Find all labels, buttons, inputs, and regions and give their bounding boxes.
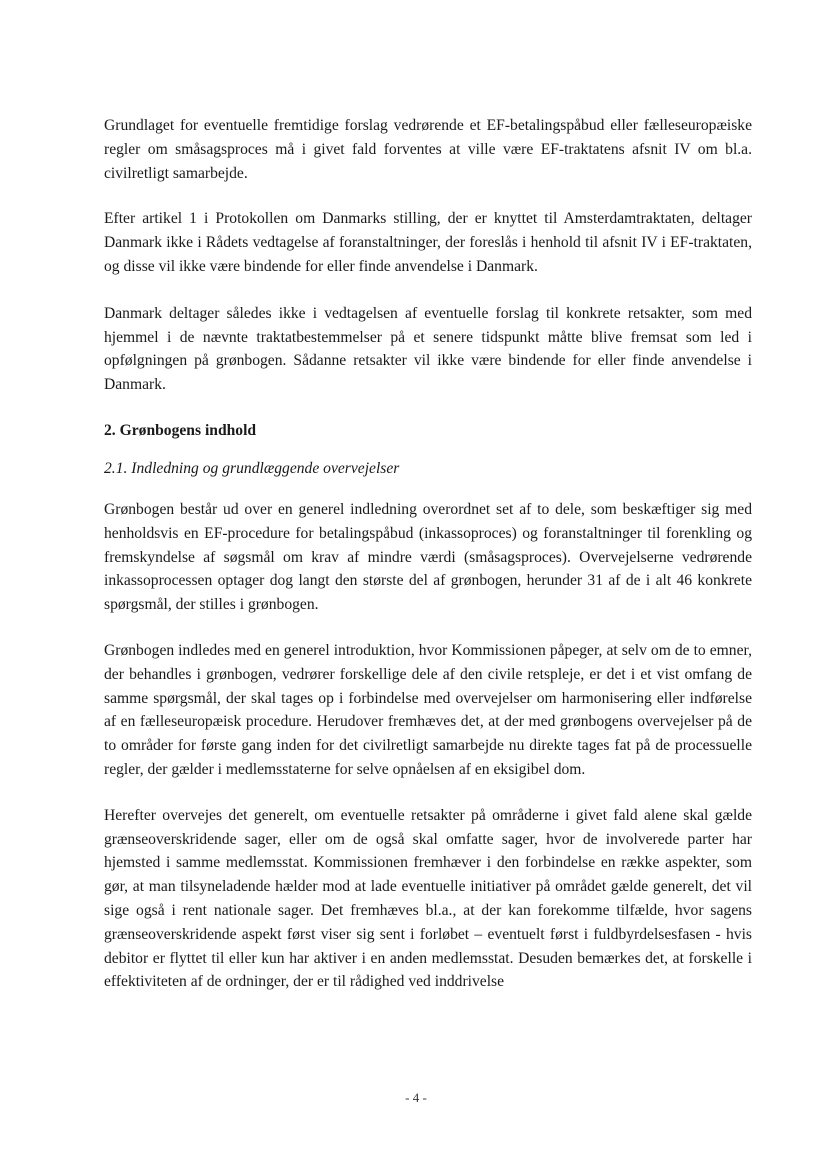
paragraph-denmark-participation: Danmark deltager således ikke i vedtagelsen af eventuelle forslag til konkrete retsakter, som med hjemmel i de nævnte traktatbestemmelser på et senere tidspunkt måtte blive fremsat som led i opfølgningen på grønbogen. Sådanne retsakter vil ikke være bindende for eller finde anvendelse i Danmark. [104, 304, 752, 394]
page-body [104, 114, 752, 994]
subsection-heading: 2.1. Indledning og grundlæggende overvejelser [104, 459, 400, 477]
paragraph-greenbook-structure: Grønbogen består ud over en generel indledning overordnet set af to dele, som beskæftiger sig med henholdsvis en EF-procedure for betalingspåbud (inkassoproces) og foranstaltninger til forenkling og fremskyndelse af søgsmål om krav af mindre værdi (småsagsproces). Overvejelserne vedrørende inkassoprocessen optager dog langt den største del af grønbogen, herunder 31 af de i alt 46 konkrete spørgsmål, der stilles i grønbogen. [104, 500, 752, 614]
paragraph-legal-basis: Grundlaget for eventuelle fremtidige forslag vedrørende et EF-betalingspåbud eller fælleseuropæiske regler om småsagsproces må i givet fald forventes at ville være EF-traktatens afsnit IV om bl.a. civilretligt samarbejde. [104, 117, 752, 182]
paragraph-greenbook-introduction: Grønbogen indledes med en generel introduktion, hvor Kommissionen påpeger, at selv om de to emner, der behandles i grønbogen, vedrører forskellige dele af den civile retspleje, er det i et vist omfang de samme spørgsmål, der skal tages op i forbindelse med overvejelser om harmonisering eller indførelse af en fælleseuropæisk procedure. Herudover fremhæves det, at der med grønbogens overvejelser på de to områder for første gang inden for det civilretligt samarbejde nu direkte tages fat på de processuelle regler, der gælder i medlemsstaterne for selve opnåelsen af en eksigibel dom. [104, 641, 752, 778]
page-number: - 4 - [405, 1090, 427, 1105]
section-heading: 2. Grønbogens indhold [104, 421, 257, 439]
paragraph-cross-border-scope: Herefter overvejes det generelt, om eventuelle retsakter på områderne i givet fald alene skal gælde grænseoverskridende sager, eller om de også skal omfatte sager, hvor de involverede parter har hjemsted i samme medlemsstat. Kommissionen fremhæver i den forbindelse en række aspekter, som gør, at man tilsyneladende hælder mod at lade eventuelle initiativer på området gælde generelt, det vil sige også i rent nationale sager. Det fremhæves bl.a., at der kan forekomme tilfælde, hvor sagens grænseoverskridende aspekt først viser sig sent i forløbet – eventuelt først i fuldbyrdelsesfasen - hvis debitor er flyttet til eller kun har aktiver i en anden medlemsstat. Desuden bemærkes det, at forskelle i effektiviteten af de ordninger, der er til rådighed ved inddrivelse [104, 806, 752, 991]
paragraph-protocol-article-1: Efter artikel 1 i Protokollen om Danmarks stilling, der er knyttet til Amsterdamtraktaten, deltager Danmark ikke i Rådets vedtagelse af foranstaltninger, der foreslås i henhold til afsnit IV i EF-traktaten, og disse vil ikke være bindende for eller finde anvendelse i Danmark. [104, 210, 752, 275]
